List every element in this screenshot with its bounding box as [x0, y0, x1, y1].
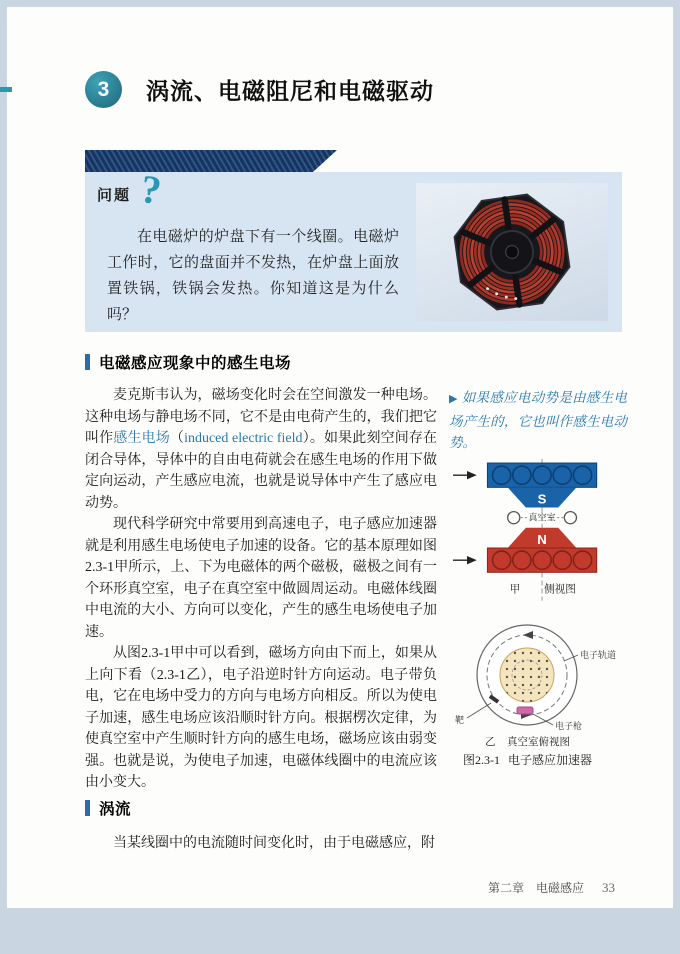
label-electron-gun: 电子枪: [555, 721, 583, 731]
textbook-page: [7, 7, 673, 908]
induction-coil-illustration: [448, 188, 576, 316]
eddy-current-paragraph: 当某线圈中的电流随时间变化时，由于电磁感应，附: [113, 836, 435, 851]
figure-accelerator-top-view: [447, 617, 625, 749]
page-footer: [488, 879, 615, 896]
question-mark-icon: ?: [137, 165, 165, 214]
note-arrow-icon: ▶: [449, 393, 458, 405]
section-heading-eddy-current: [85, 797, 131, 819]
electron-gun: [517, 707, 533, 714]
label-electron-orbit: 电子轨道: [580, 650, 617, 660]
label-n-pole: N: [537, 531, 547, 547]
paragraph-3: 从图2.3-1甲中可以看到，磁场方向由下而上，如果从上向下看（2.3-1乙），电子沿逆时针方向运动。电子带负电，它在电场中受力的方向与电场方向相反。所以为使电子加速，感生电场应该沿顺时针方向。根据楞次定律，为使真空室中产生顺时针方向的感生电场，磁场应该由弱变强。也就是说，为使电子加速，电磁体线圈中的电流应该由小变大。: [85, 646, 437, 790]
print-registration-mark: [0, 87, 12, 92]
paragraph-1: [85, 385, 437, 514]
label-yi: 乙: [485, 736, 496, 748]
label-side-view: 侧视图: [544, 583, 576, 596]
section-heading-text: 涡流: [99, 801, 132, 818]
main-text-column: [85, 385, 437, 794]
p1-paren-open: （: [169, 431, 185, 446]
page-title: 涡流、电磁阻尼和电磁驱动: [146, 79, 434, 104]
footer-page-number: 33: [602, 880, 615, 895]
section-header: [85, 71, 434, 108]
p1-text-a: 麦克斯韦认为，磁场变化时会在空间激发一种电场。这种电场与静电场不同，它不是由电荷产生的，我们把它叫作: [85, 388, 437, 446]
margin-note: [449, 387, 627, 454]
problem-text: 在电磁炉的炉盘下有一个线圈。电磁炉工作时，它的盘面并不发热，在炉盘上面放置铁锅，铁锅会发热。你知道这是为什么吗？: [107, 229, 399, 323]
figure-accelerator-side-view: [451, 459, 623, 619]
figure-caption-number: 图2.3-1: [463, 753, 500, 767]
section-heading-induced-field: [85, 351, 291, 373]
decorative-striped-band: [85, 150, 337, 172]
margin-note-text: 如果感应电动势是由感生电场产生的，它也叫作感生电动势。: [449, 390, 628, 450]
problem-label: 问题: [97, 188, 132, 204]
heading-bar-icon: [85, 800, 90, 816]
label-top-view: 真空室俯视图: [507, 736, 570, 748]
figure-caption-text: 电子感应加速器: [508, 753, 593, 767]
label-target: 靶: [455, 715, 465, 725]
label-vacuum-chamber: 真空室: [528, 512, 556, 523]
induction-cooker-photo: [416, 183, 608, 321]
field-dots: [500, 648, 554, 702]
term-english: induced electric field: [184, 431, 303, 446]
figure-caption: [463, 751, 592, 768]
problem-box: [85, 165, 622, 332]
term-induced-electric-field: 感生电场: [113, 431, 170, 446]
section-number-badge: 3: [85, 71, 122, 108]
vacuum-chamber-right: [564, 512, 576, 524]
p1-text-b: ）。如果此刻空间存在闭合导体，导体中的自由电荷就会在感生电场的作用下做定向运动，产生感应电流，也就是说导体中产生了感应电动势。: [85, 431, 438, 511]
label-jia: 甲: [509, 583, 521, 596]
target-leader-line: [467, 703, 491, 718]
footer-chapter: 第二章 电磁感应: [487, 881, 584, 895]
section-heading-text: 电磁感应现象中的感生电场: [99, 355, 292, 372]
heading-bar-icon: [85, 354, 90, 370]
paragraph-2: 现代科学研究中常要用到高速电子，电子感应加速器就是利用感生电场使电子加速的设备。它的基本原理如图2.3-1甲所示，上、下为电磁体的两个磁极，磁极之间有一个环形真空室，电子在真空室中做圆周运动。电磁体线圈中电流的大小、方向可以变化，产生的感生电场使电子加速。: [85, 517, 437, 640]
label-s-pole: S: [537, 491, 547, 507]
vacuum-chamber-left: [508, 512, 520, 524]
